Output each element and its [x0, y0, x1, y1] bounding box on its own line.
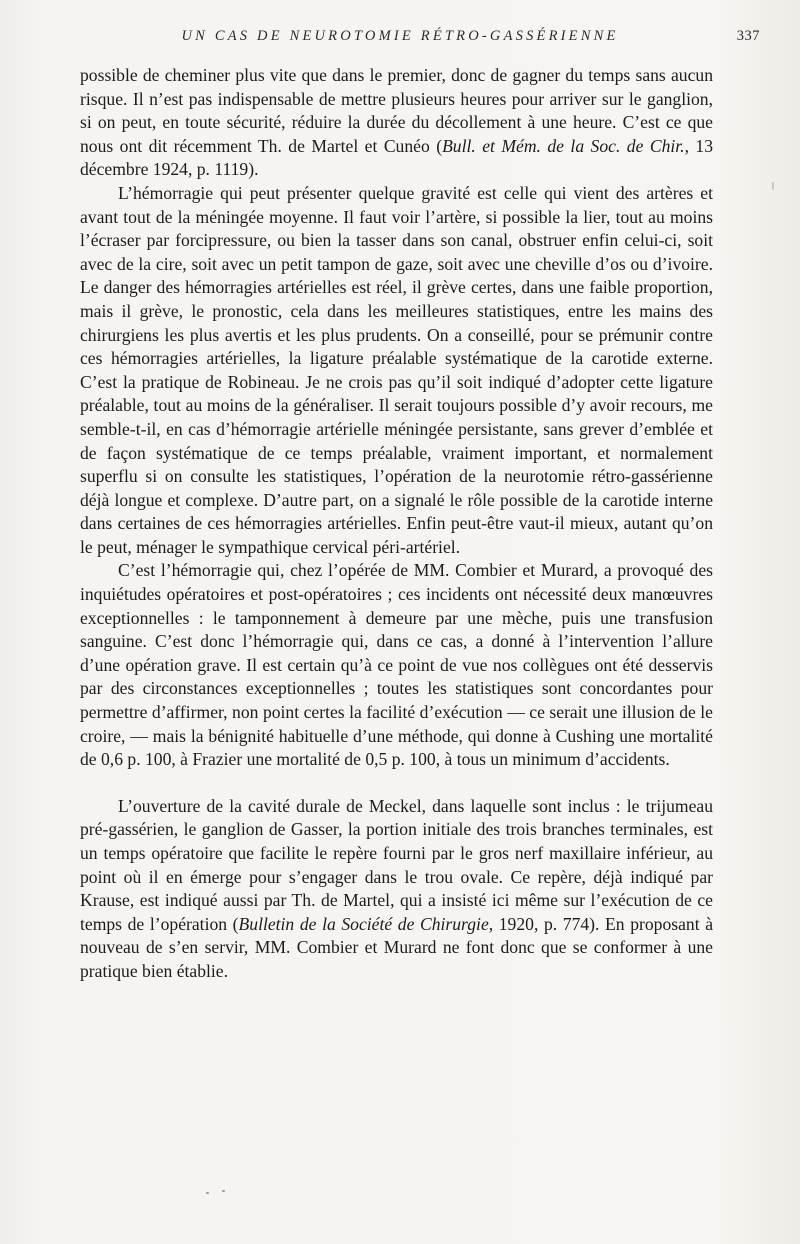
paragraph-1 [80, 64, 713, 182]
page-number: 337 [736, 28, 760, 44]
body-text [80, 64, 713, 984]
paper-speck [222, 1190, 225, 1192]
paragraph-4-text: L’ouverture de la cavité durale de Meckel, dans laquelle sont inclus : le trijumeau pré-gassérien, le ganglion de Gasser, la portion initiale des trois branches terminales, est un temps opératoire que facilite le repère fourni par le gros nerf maxillaire inférieur, au point où il en émerge pour s’engager dans le trou ovale. Ce repère, déjà indiqué par Krause, est indiqué aussi par Th. de Martel, qui a insisté ici même sur l’exécution de ce temps de l’opération ( [80, 795, 713, 934]
paragraph-2: L’hémorragie qui peut présenter quelque gravité est celle qui vient des artères et avant tout de la méningée moyenne. Il faut voir l’artère, si possible la lier, tout au moins l’écraser par forcipressure, ou bien la tasser dans son canal, obstruer enfin celui-ci, soit avec de la cire, soit avec un petit tampon de gaze, soit avec une cheville d’os ou d’ivoire. Le danger des hémorragies artérielles est réel, il grève certes, dans une faible proportion, mais il grève, le pronostic, cela dans les meilleures statistiques, entre les mains des chirurgiens les plus avertis et les plus prudents. On a conseillé, pour se prémunir contre ces hémorragies artérielles, la ligature préalable systématique de la carotide externe. C’est la pratique de Robineau. Je ne crois pas qu’il soit indiqué d’adopter cette ligature préalable, tout au moins de la généraliser. Il serait toujours possible d’y avoir recours, me semble-t-il, en cas d’hémorragie artérielle méningée persistante, sans grever d’emblée et de façon systématique de ce temps préalable, vraiment important, et normalement superflu si on consulte les statistiques, l’opération de la neurotomie rétro-gassérienne déjà longue et complexe. D’autre part, on a signalé le rôle possible de la carotide interne dans certaines de ces hémorragies artérielles. Enfin peut-être vaut-il mieux, autant qu’on le peut, ménager le sympathique cervical péri-artériel. [80, 182, 713, 557]
citation-bulletin-societe: Bulletin de la Société de Chirurgie [238, 913, 489, 934]
paper-speck [206, 1192, 209, 1194]
paragraph-3: C’est l’hémorragie qui, chez l’opérée de MM. Combier et Murard, a provoqué des inquiétudes opératoires et post-opératoires ; ces incidents ont nécessité deux manœuvres exceptionnelles : le tamponnement à demeure par une mèche, puis une transfusion sanguine. C’est donc l’hémorragie qui, dans ce cas, a donné à l’intervention l’allure d’une opération grave. Il est certain qu’à ce point de vue nos collègues ont été desservis par des circonstances exceptionnelles ; toutes les statistiques sont concordantes pour permettre d’affirmer, non point certes la facilité d’exécution — ce serait une illusion de le croire, — mais la bénignité habituelle d’une méthode, qui donne à Cushing une mortalité de 0,6 p. 100, à Frazier une mortalité de 0,5 p. 100, à tous un minimum d’accidents. [80, 560, 713, 770]
citation-bulletin-memoires: Bull. et Mém. de la Soc. de Chir. [442, 135, 685, 156]
paragraph-4-tail: , 1920, p. 774). En proposant à nouveau de s’en servir, MM. Combier et Murard ne font donc que se conformer à une pratique bien établie. [80, 913, 714, 981]
paragraph-1-text: possible de cheminer plus vite que dans le premier, donc de gagner du temps sans aucun risque. Il n’est pas indispensable de mettre plusieurs heures pour arriver sur le ganglion, si on peut, en toute sécurité, réduire la durée du décollement à une heure. C’est ce que nous ont dit récemment Th. de Martel et Cunéo ( [80, 65, 713, 156]
running-header: UN CAS DE NEUROTOMIE RÉTRO-GASSÉRIENNE [181, 28, 619, 44]
paper-mark [772, 182, 774, 190]
paragraph-4 [80, 795, 713, 984]
paragraph-1-tail: , 13 décembre 1924, p. 1119). [80, 135, 714, 180]
